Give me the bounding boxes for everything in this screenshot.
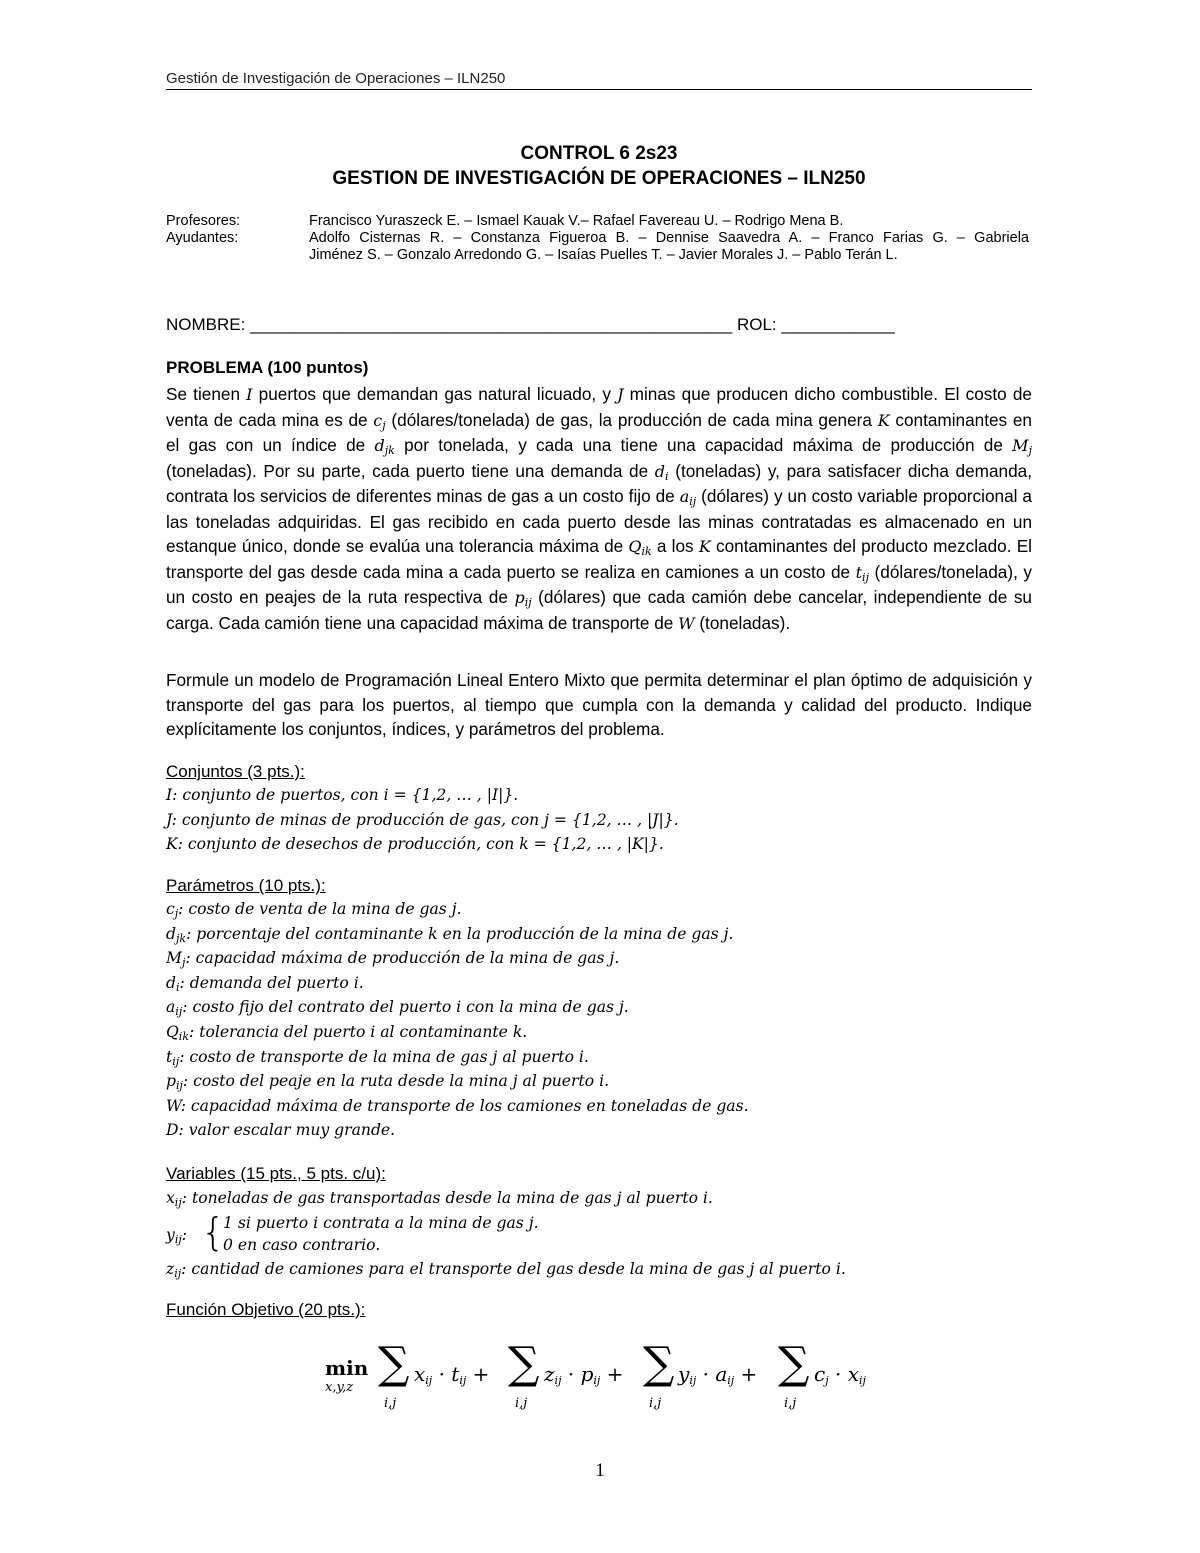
conjunto-item: J: conjunto de minas de producción de gas, con j = {1,2, … , |J|}. bbox=[166, 810, 679, 829]
parametro-item: $d_{jk}$: porcentaje del contaminante k en la producción de la mina de gas j. bbox=[166, 924, 734, 945]
sum-symbol: ∑ bbox=[643, 1338, 675, 1389]
sum-symbol: ∑ bbox=[378, 1338, 410, 1389]
parametro-item: $M_j$: capacidad máxima de producción de la mina de gas j. bbox=[166, 949, 620, 970]
ayudantes-names-1: Adolfo Cisternas R. – Constanza Figueroa B. – Dennise Saavedra A. – Franco Farias G. – Gabriela bbox=[309, 230, 1029, 246]
problem-instructions: Formule un modelo de Programación Lineal Entero Mixto que permita determinar el plan óptimo de adquisición y transporte del gas para los puertos, al tiempo que cumpla con la demanda y calidad del producto. Indique explícitamente los conjuntos, índices, y parámetros del problema. bbox=[166, 670, 1032, 739]
min-operator: min bbox=[325, 1356, 369, 1380]
sum-index: i,j bbox=[515, 1396, 528, 1411]
term-1: $x_{ij} \cdot t_{ij}$ + bbox=[414, 1362, 490, 1387]
sum-index: i,j bbox=[784, 1396, 797, 1411]
running-header: Gestión de Investigación de Operaciones – ILN250 bbox=[166, 70, 1032, 90]
parametro-item: $t_{ij}$: costo de transporte de la mina de gas j al puerto i. bbox=[166, 1047, 589, 1068]
conjunto-item: I: conjunto de puertos, con i = {1,2, … , |I|}. bbox=[166, 786, 519, 804]
variable-y: $y_{ij}$: { 1 si puerto i contrata a la mina de gas j. 0 en caso contrario. bbox=[166, 1209, 539, 1254]
parametro-item: W: capacidad máxima de transporte de los camiones en toneladas de gas. bbox=[166, 1096, 749, 1115]
parametro-item: $Q_{ik}$: tolerancia del puerto i al contaminante k. bbox=[166, 1022, 528, 1043]
sum-index: i,j bbox=[384, 1396, 397, 1411]
parametro-item: $p_{ij}$: costo del peaje en la ruta desde la mina j al puerto i. bbox=[166, 1072, 610, 1093]
parametros-heading: Parámetros (10 pts.): bbox=[166, 876, 326, 895]
variable-z: $z_{ij}$: cantidad de camiones para el transporte del gas desde la mina de gas j al puerto i. bbox=[166, 1259, 846, 1280]
variables-list bbox=[166, 1186, 1032, 1281]
parametros-list bbox=[166, 897, 1032, 1143]
curly-brace: { bbox=[201, 1209, 226, 1254]
variable-x: $x_{ij}$: toneladas de gas transportadas desde la mina de gas j al puerto i. bbox=[166, 1189, 713, 1209]
sum-symbol: ∑ bbox=[778, 1338, 810, 1389]
sum-index: i,j bbox=[649, 1396, 662, 1411]
term-3: $y_{ij} \cdot a_{ij}$ + bbox=[678, 1362, 758, 1387]
problem-title: PROBLEMA (100 puntos) bbox=[166, 358, 369, 377]
term-2: $z_{ij} \cdot p_{ij}$ + bbox=[544, 1362, 624, 1387]
objetivo-heading: Función Objetivo (20 pts.): bbox=[166, 1300, 366, 1319]
profesores-names: Francisco Yuraszeck E. – Ismael Kauak V.– Rafael Favereau U. – Rodrigo Mena B. bbox=[309, 213, 844, 229]
variables-heading: Variables (15 pts., 5 pts. c/u): bbox=[166, 1164, 386, 1183]
parametro-item: $c_j$: costo de venta de la mina de gas j. bbox=[166, 900, 462, 920]
page-number: 1 bbox=[595, 1460, 605, 1481]
sum-symbol: ∑ bbox=[508, 1338, 540, 1389]
conjuntos-list bbox=[166, 783, 1032, 857]
parametro-item: $d_i$: demanda del puerto i. bbox=[166, 973, 364, 994]
ayudantes-names-2: Jiménez S. – Gonzalo Arredondo G. – Isaías Puelles T. – Javier Morales J. – Pablo Terán L. bbox=[309, 247, 898, 263]
profesores-label: Profesores: bbox=[166, 213, 241, 229]
objective-function bbox=[320, 1338, 1020, 1418]
name-rol-field: NOMBRE: ___________________________________________________ ROL: ____________ bbox=[166, 315, 895, 334]
problem-statement: Se tienen I puertos que demandan gas natural licuado, y J minas que producen dicho combustible. El costo de venta de cada mina es de $c_j$ (dólares/tonelada) de gas, la producción de cada mina genera K contaminantes en el gas con un índice de $d_{jk}$ por tonelada, y cada una tiene una capacidad máxima de producción de $M_j$ (toneladas). Por su parte, cada puerto tiene una demanda de $d_i$ (toneladas) y, para satisfacer dicha demanda, contrata los servicios de diferentes minas de gas a un costo fijo de $a_{ij}$ (dólares) y un costo variable proporcional a las toneladas adquiridas. El gas recibido en cada puerto desde las minas contratadas es almacenado en un estanque único, donde se evalúa una tolerancia máxima de $Q_{ik}$ a los K contaminantes del producto mezclado. El transporte del gas desde cada mina a cada puerto se realiza en camiones a un costo de $t_{ij}$ (dólares/tonelada), y un costo en peajes de la ruta respectiva de $p_{ij}$ (dólares) que cada camión debe cancelar, independiente de su carga. Cada camión tiene una capacidad máxima de transporte de W (toneladas). bbox=[166, 384, 1033, 633]
min-subscript: x,y,z bbox=[325, 1380, 354, 1395]
ayudantes-label: Ayudantes: bbox=[166, 230, 239, 246]
page-title: CONTROL 6 2s23 bbox=[520, 143, 678, 164]
parametro-item: $a_{ij}$: costo fijo del contrato del puerto i con la mina de gas j. bbox=[166, 998, 629, 1019]
term-4: $c_j \cdot x_{ij}$ bbox=[814, 1362, 866, 1387]
staff-block bbox=[166, 213, 1032, 264]
conjuntos-heading: Conjuntos (3 pts.): bbox=[166, 762, 305, 781]
parametro-item: D: valor escalar muy grande. bbox=[166, 1121, 396, 1140]
conjunto-item: K: conjunto de desechos de producción, con k = {1,2, … , |K|}. bbox=[166, 835, 664, 854]
course-title: GESTION DE INVESTIGACIÓN DE OPERACIONES – ILN250 bbox=[332, 168, 866, 189]
